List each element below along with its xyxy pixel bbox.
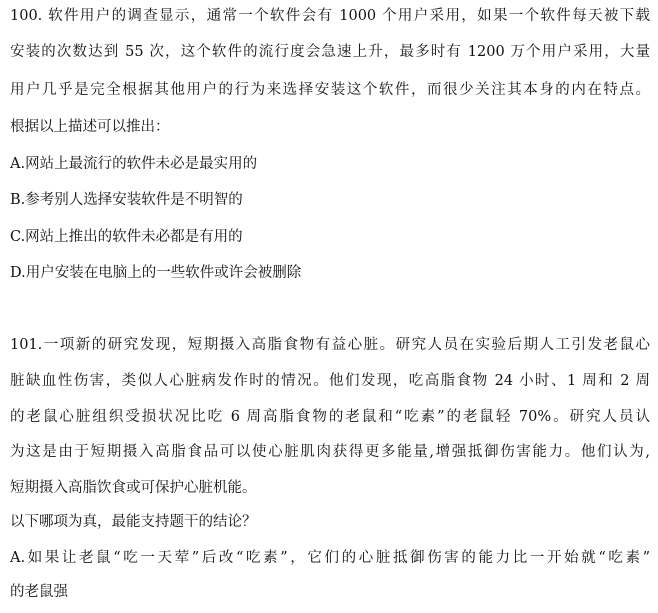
q100-stem-line-2: 安装的次数达到 55 次，这个软件的流行度会急速上升，最多时有 1200 万个用户采用，大量 bbox=[10, 44, 650, 60]
q100-stem-line-3: 用户几乎是完全根据其他用户的行为来选择安装这个软件，而很少关注其本身的内在特点。 bbox=[10, 82, 650, 98]
q100-option-d: D.用户安装在电脑上的一些软件或许会被删除 bbox=[10, 265, 302, 281]
q101-stem-line-1: 101.一项新的研究发现，短期摄入高脂食物有益心脏。研究人员在实验后期人工引发老鼠心 bbox=[10, 337, 650, 353]
q100-option-b: B.参考别人选择安装软件是不明智的 bbox=[10, 192, 243, 208]
q101-stem-line-3: 的老鼠心脏组织受损状况比吃 6 周高脂食物的老鼠和“吃素”的老鼠轻 70%。研究人员认 bbox=[10, 409, 650, 425]
q101-option-a-line-2: 的老鼠强 bbox=[10, 584, 68, 600]
q101-option-a-line-1: A.如果让老鼠“吃一天荤”后改“吃素”，它们的心脏抵御伤害的能力比一开始就“吃素” bbox=[10, 550, 650, 566]
q101-stem-line-5: 短期摄入高脂饮食或可保护心脏机能。 bbox=[10, 480, 257, 496]
q100-prompt: 根据以上描述可以推出： bbox=[10, 119, 170, 135]
q101-stem-line-2: 脏缺血性伤害，类似人心脏病发作时的情况。他们发现，吃高脂食物 24 小时、1 周和 2 周 bbox=[10, 373, 650, 389]
q101-stem-line-4: 为这是由于短期摄入高脂食品可以使心脏肌肉获得更多能量,增强抵御伤害能力。他们认为, bbox=[10, 444, 650, 460]
q100-option-c: C.网站上推出的软件未必都是有用的 bbox=[10, 229, 243, 245]
q100-stem-line-1: 100. 软件用户的调查显示，通常一个软件会有 1000 个用户采用，如果一个软件每天被下载 bbox=[10, 8, 650, 24]
q101-prompt: 以下哪项为真，最能支持题干的结论？ bbox=[10, 514, 257, 530]
q100-option-a: A.网站上最流行的软件未必是最实用的 bbox=[10, 156, 258, 172]
